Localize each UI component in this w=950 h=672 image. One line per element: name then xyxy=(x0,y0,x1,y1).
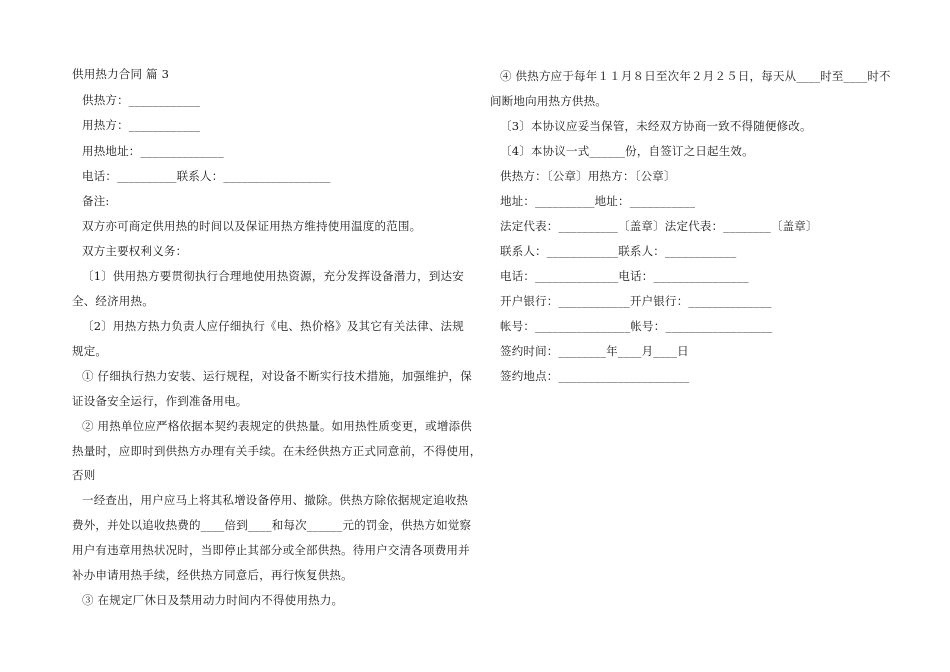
clause-1-line-2: 全、经济用热。 xyxy=(72,294,154,308)
penalty-line-1: 一经查出，用户应马上将其私增设备停用、撤除。供热方除依据规定追收热 xyxy=(82,493,469,507)
sub-clause-3: ③ 在规定厂休日及禁用动力时间内不得使用热力。 xyxy=(82,593,344,607)
document-title: 供用热力合同 篇 3 xyxy=(72,67,170,81)
sub-clause-4-line-2: 间断地向用热方供热。 xyxy=(490,94,607,108)
signature-legal-rep: 法定代表：__________〔盖章〕法定代表：________〔盖章〕 xyxy=(500,219,818,233)
signature-parties: 供热方：〔公章〕用热方：〔公章〕 xyxy=(500,169,676,183)
sub-clause-1-line-2: 证设备安全运行，作到准备用电。 xyxy=(72,394,248,408)
clause-2-line-1: 〔2〕用热方热力负责人应仔细执行《电、热价格》及其它有关法律、法规 xyxy=(82,319,464,333)
clause-1-line-1: 〔1〕供用热方要贯彻执行合理地使用热资源，充分发挥设备潜力，到达安 xyxy=(82,269,464,283)
sub-clause-2-line-1: ② 用热单位应严格依据本契约表规定的供热量。如用热性质变更，或增添供 xyxy=(82,419,472,433)
heat-address-field: 用热地址：______________ xyxy=(82,144,224,158)
signature-phone: 电话：______________电话：________________ xyxy=(500,269,749,283)
clause-4: 〔4〕本协议一式______份，自签订之日起生效。 xyxy=(500,144,754,158)
phone-contact-field: 电话：__________联系人：__________________ xyxy=(82,169,331,183)
clause-2-line-2: 规定。 xyxy=(72,344,108,358)
penalty-line-2: 费外，并处以追收热费的____倍到____和每次______元的罚金，供热方如觉察 xyxy=(72,518,472,532)
signature-address: 地址：__________地址：___________ xyxy=(500,194,696,208)
sub-clause-1-line-1: ① 仔细执行热力安装、运行规程，对设备不断实行技术措施，加强维护，保 xyxy=(82,369,472,383)
signature-contact: 联系人：____________联系人：____________ xyxy=(500,244,737,258)
penalty-line-4: 补办申请用热手续，经供热方同意后，再行恢复供热。 xyxy=(72,568,353,582)
signature-account: 帐号：________________帐号：__________________ xyxy=(500,319,773,333)
signature-date: 签约时间：________年____月____日 xyxy=(500,344,689,358)
heat-user-field: 用热方：____________ xyxy=(82,118,201,132)
sub-clause-4-line-1: ④ 供热方应于每年１１月８日至次年２月２５日，每天从____时至____时不 xyxy=(500,69,891,83)
paragraph-time-range: 双方亦可商定供用热的时间以及保证用热方维持使用温度的范围。 xyxy=(82,219,422,233)
clause-3: 〔3〕本协议应妥当保管，未经双方协商一致不得随便修改。 xyxy=(500,119,812,133)
remarks-label: 备注: xyxy=(82,194,110,208)
sub-clause-2-line-3: 否则 xyxy=(72,468,96,482)
penalty-line-3: 用户有违章用热状况时，当即停止其部分或全部供热。待用户交清各项费用并 xyxy=(72,543,470,557)
heat-supplier-field: 供热方：____________ xyxy=(82,93,201,107)
signature-place: 签约地点：______________________ xyxy=(500,369,690,383)
paragraph-rights-heading: 双方主要权利义务： xyxy=(82,244,188,258)
signature-bank: 开户银行：____________开户银行：______________ xyxy=(500,294,772,308)
sub-clause-2-line-2: 热量时，应即时到供热方办理有关手续。在未经供热方正式同意前，不得使用， xyxy=(72,444,482,458)
